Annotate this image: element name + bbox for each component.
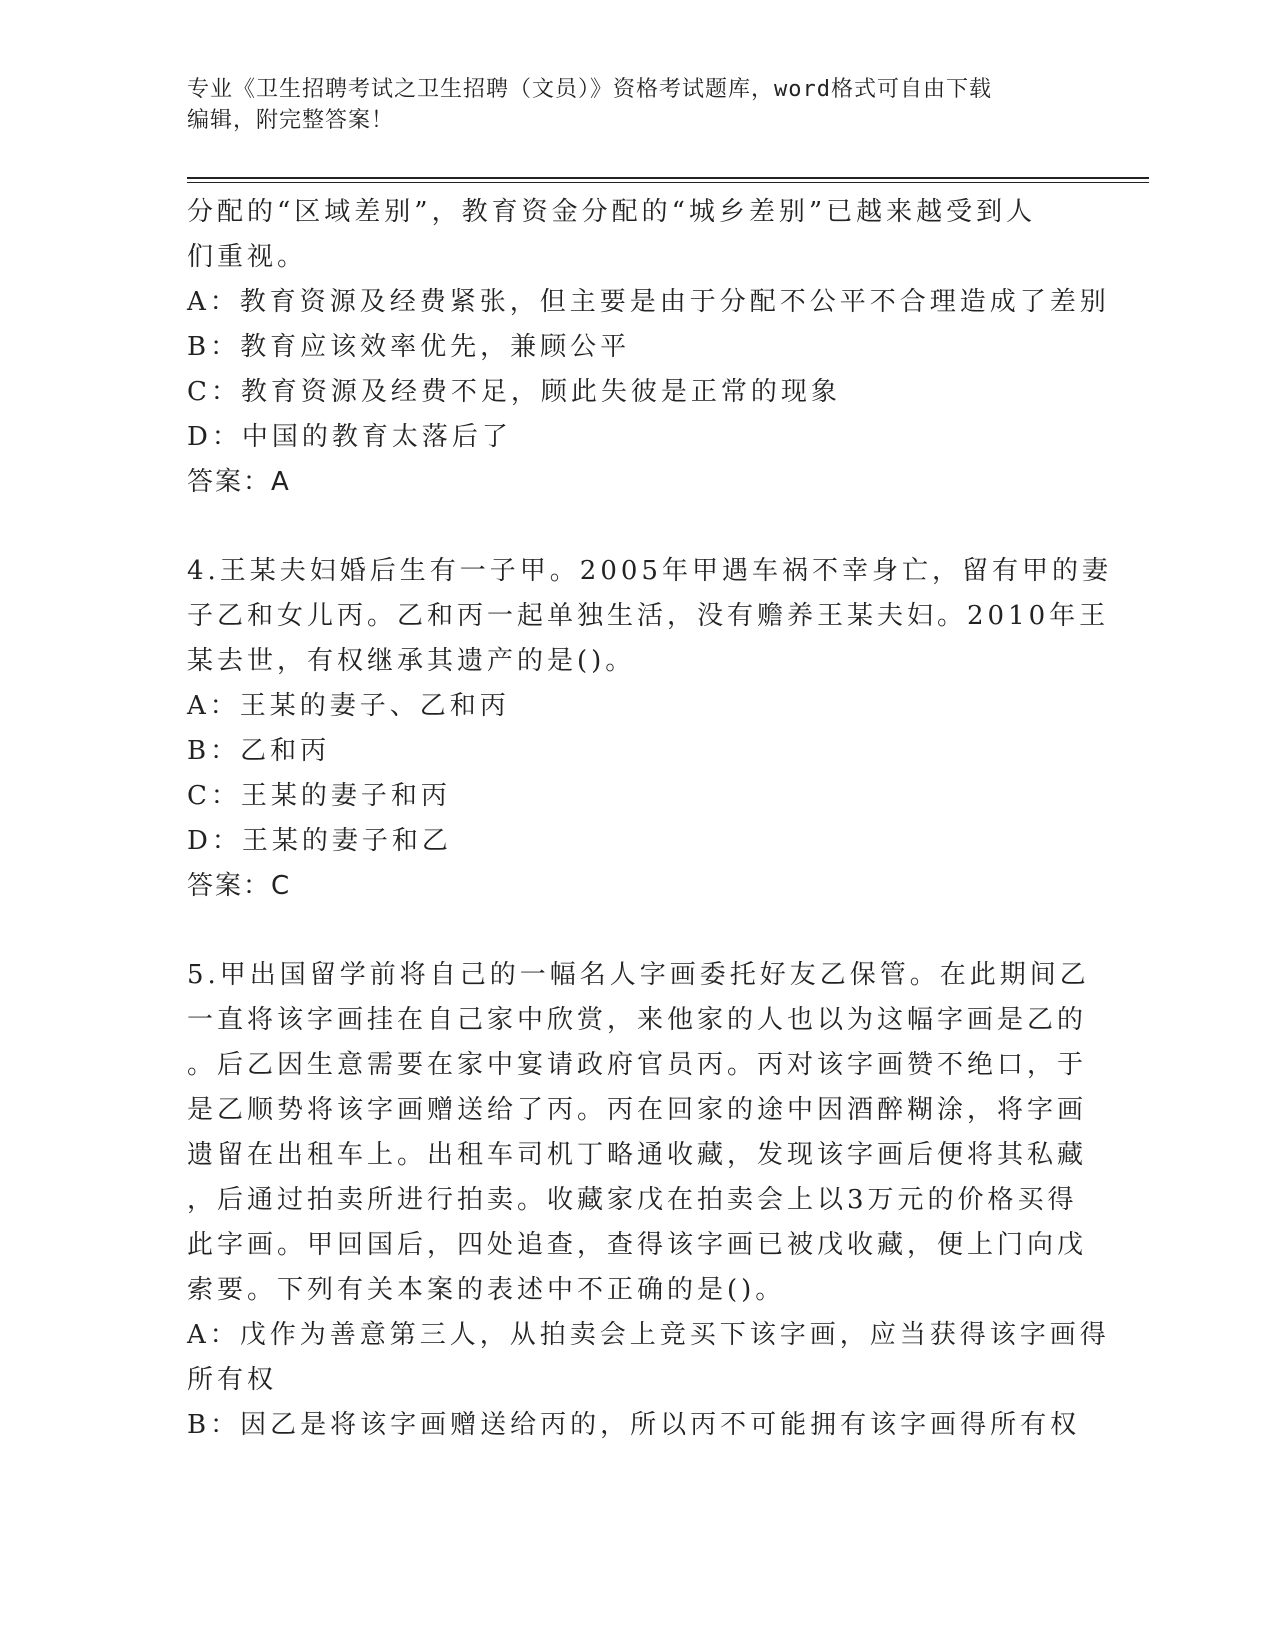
q3-answer: 答案：A (187, 467, 291, 497)
q4-option-d: D：王某的妻子和乙 (187, 826, 452, 856)
q5-stem-line: 5.甲出国留学前将自己的一幅名人字画委托好友乙保管。在此期间乙 (187, 960, 1090, 990)
q5-option-b: B：因乙是将该字画赠送给丙的，所以丙不可能拥有该字画得所有权 (187, 1410, 1081, 1440)
q4-option-c: C：王某的妻子和丙 (187, 781, 451, 811)
q5-stem-line: 是乙顺势将该字画赠送给了丙。丙在回家的途中因酒醉糊涂，将字画 (187, 1095, 1088, 1125)
q4-option-a: A：王某的妻子、乙和丙 (187, 691, 510, 721)
document-body (187, 190, 1112, 1448)
q5-stem-line: 遗留在出租车上。出租车司机丁略通收藏，发现该字画后便将其私藏 (187, 1140, 1088, 1170)
q5-option-a: A：戊作为善意第三人，从拍卖会上竞买下该字画，应当获得该字画得 (187, 1320, 1110, 1350)
q4-stem-line: 子乙和女儿丙。乙和丙一起单独生活，没有赡养王某夫妇。2010年王 (187, 601, 1110, 631)
q5-stem-line: ，后通过拍卖所进行拍卖。收藏家戊在拍卖会上以3万元的价格买得 (187, 1185, 1078, 1215)
q5-stem-line: 一直将该字画挂在自己家中欣赏，来他家的人也以为这幅字画是乙的 (187, 1005, 1088, 1035)
q3-option-c: C：教育资源及经费不足，顾此失彼是正常的现象 (187, 377, 841, 407)
q3-stem-line: 分配的“区域差别”，教育资金分配的“城乡差别”已越来越受到人 (187, 197, 1037, 227)
q5-stem-line: 此字画。甲回国后，四处追查，查得该字画已被戊收藏，便上门向戊 (187, 1230, 1088, 1260)
q5-stem-line: 。后乙因生意需要在家中宴请政府官员丙。丙对该字画赞不绝口，于 (187, 1050, 1088, 1080)
header-rule-thin (187, 182, 1149, 183)
document-header: 专业《卫生招聘考试之卫生招聘（文员）》资格考试题库，word格式可自由下载 编辑，附完整答案！ (187, 77, 992, 133)
q4-option-b: B：乙和丙 (187, 736, 331, 766)
q4-answer: 答案：C (187, 871, 292, 901)
q4-stem-line: 某去世，有权继承其遗产的是()。 (187, 646, 636, 676)
header-rule-thick (187, 177, 1149, 179)
q3-option-b: B：教育应该效率优先，兼顾公平 (187, 332, 631, 362)
q3-stem-line: 们重视。 (187, 242, 308, 272)
q5-option-a-cont: 所有权 (187, 1365, 278, 1395)
q3-option-d: D：中国的教育太落后了 (187, 422, 512, 452)
q4-stem-line: 4.王某夫妇婚后生有一子甲。2005年甲遇车祸不幸身亡，留有甲的妻 (187, 556, 1112, 586)
q5-stem-line: 索要。下列有关本案的表述中不正确的是()。 (187, 1275, 786, 1305)
q3-option-a: A：教育资源及经费紧张，但主要是由于分配不公平不合理造成了差别 (187, 287, 1110, 317)
